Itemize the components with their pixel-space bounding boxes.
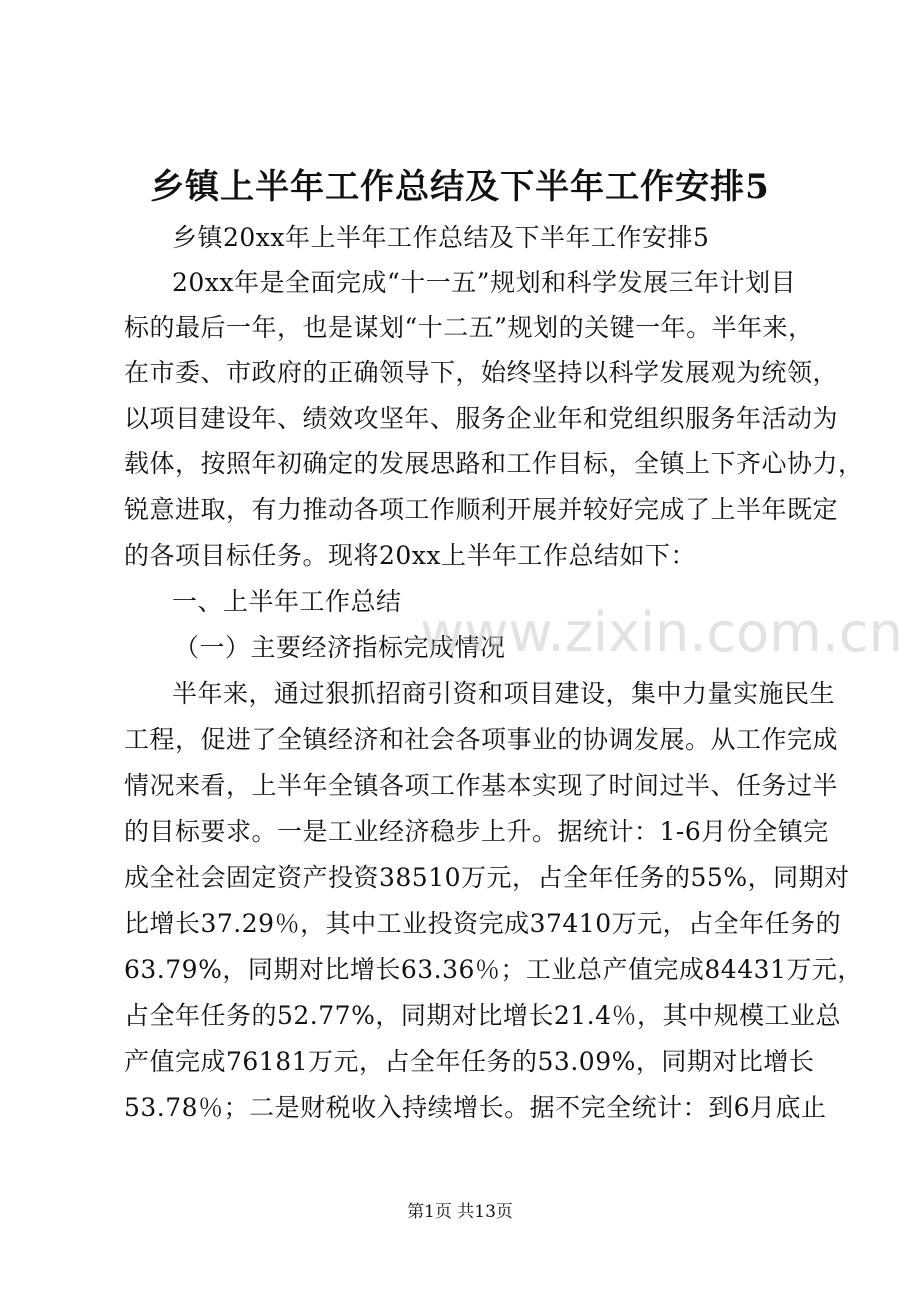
- paragraph-line: 成全社会固定资产投资38510万元，占全年任务的55%，同期对: [124, 863, 850, 892]
- paragraph-line: 的目标要求。一是工业经济稳步上升。据统计：1-6月份全镇完: [124, 817, 829, 846]
- document-title: 乡镇上半年工作总结及下半年工作安排5: [150, 167, 770, 207]
- paragraph-line: 工程，促进了全镇经济和社会各项事业的协调发展。从工作完成: [124, 725, 839, 754]
- document-subtitle: 乡镇20xx年上半年工作总结及下半年工作安排5: [172, 223, 710, 252]
- page-number-footer: 第1页 共13页: [407, 1202, 513, 1222]
- section-heading: 一、上半年工作总结: [172, 587, 402, 616]
- paragraph-line: 占全年任务的52.77%，同期对比增长21.4％，其中规模工业总: [124, 1001, 841, 1030]
- paragraph-line: 的各项目标任务。现将20xx上半年工作总结如下：: [124, 541, 697, 570]
- paragraph-line: 53.78％；二是财税收入持续增长。据不完全统计：到6月底止: [124, 1093, 827, 1122]
- paragraph-line: 标的最后一年，也是谋划“十二五”规划的关键一年。半年来，: [124, 313, 814, 342]
- paragraph-line: 产值完成76181万元，占全年任务的53.09%，同期对比增长: [124, 1047, 815, 1076]
- subsection-heading: （一）主要经济指标完成情况: [174, 633, 506, 662]
- paragraph-line: 20xx年是全面完成“十一五”规划和科学发展三年计划目: [172, 268, 797, 297]
- watermark-text: www.zixin.com.cn: [420, 601, 903, 664]
- paragraph-line: 63.79%，同期对比增长63.36％；工业总产值完成84431万元，: [124, 955, 863, 984]
- paragraph-line: 以项目建设年、绩效攻坚年、服务企业年和党组织服务年活动为: [124, 404, 839, 433]
- paragraph-line: 锐意进取，有力推动各项工作顺利开展并较好完成了上半年既定: [124, 495, 839, 524]
- paragraph-line: 在市委、市政府的正确领导下，始终坚持以科学发展观为统领，: [124, 358, 839, 387]
- paragraph-line: 情况来看，上半年全镇各项工作基本实现了时间过半、任务过半: [124, 771, 839, 800]
- paragraph-line: 载体，按照年初确定的发展思路和工作目标，全镇上下齐心协力，: [124, 449, 864, 478]
- paragraph-line: 比增长37.29％，其中工业投资完成37410万元，占全年任务的: [124, 909, 842, 938]
- paragraph-line: 半年来，通过狠抓招商引资和项目建设，集中力量实施民生: [172, 679, 836, 708]
